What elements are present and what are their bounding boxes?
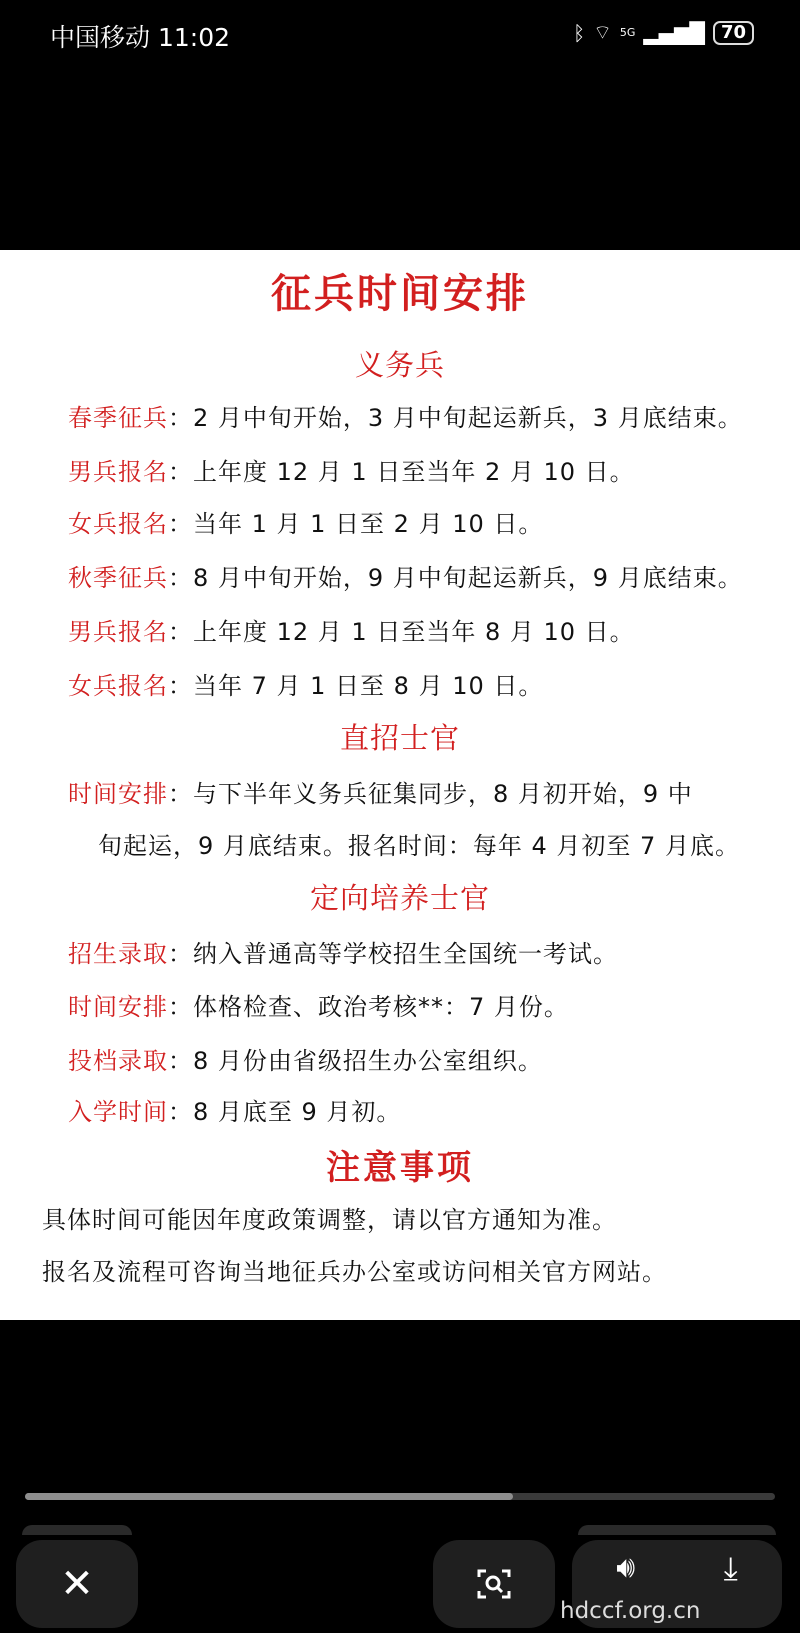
item-label: 时间安排 bbox=[68, 993, 168, 1021]
item-label: 女兵报名 bbox=[68, 510, 168, 538]
page-title: 征兵时间安排 bbox=[271, 271, 529, 317]
item-label: 春季征兵 bbox=[68, 404, 168, 432]
list-item bbox=[68, 934, 800, 969]
speaker-icon[interactable]: 🔊︎ bbox=[616, 1550, 636, 1585]
stacked-card-edge bbox=[22, 1525, 132, 1535]
item-value: ：体格检查、政治考核**：7 月份。 bbox=[168, 993, 569, 1021]
item-value: ：2 月中旬开始，3 月中旬起运新兵，3 月底结束。 bbox=[168, 404, 743, 432]
list-item bbox=[68, 666, 800, 701]
list-item bbox=[68, 987, 800, 1022]
signal-icon: ▂▄▆█ bbox=[643, 20, 705, 45]
scrubber-fill bbox=[25, 1493, 513, 1500]
item-label: 男兵报名 bbox=[68, 458, 168, 486]
item-value: ：8 月底至 9 月初。 bbox=[168, 1098, 402, 1126]
download-icon[interactable]: ⤓ bbox=[723, 1549, 738, 1587]
item-label: 秋季征兵 bbox=[68, 564, 168, 592]
item-value: ：上年度 12 月 1 日至当年 8 月 10 日。 bbox=[168, 618, 635, 646]
list-item bbox=[68, 774, 800, 809]
list-item bbox=[68, 398, 800, 433]
item-label: 招生录取 bbox=[68, 940, 168, 968]
list-item bbox=[68, 612, 800, 647]
list-item bbox=[68, 504, 800, 539]
item-label: 女兵报名 bbox=[68, 672, 168, 700]
list-item-continuation: 旬起运，9 月底结束。报名时间：每年 4 月初至 7 月底。 bbox=[98, 832, 740, 860]
section-heading: 直招士官 bbox=[339, 721, 460, 755]
note: 具体时间可能因年度政策调整，请以官方通知为准。 bbox=[42, 1206, 617, 1234]
item-label: 男兵报名 bbox=[68, 618, 168, 646]
document-image bbox=[0, 250, 800, 1320]
item-value: ：与下半年义务兵征集同步，8 月初开始，9 中 bbox=[168, 780, 693, 808]
carrier-time bbox=[50, 18, 230, 54]
list-item bbox=[68, 1041, 800, 1076]
item-value: ：纳入普通高等学校招生全国统一考试。 bbox=[168, 940, 618, 968]
item-value: ：8 月份由省级招生办公室组织。 bbox=[168, 1047, 543, 1075]
scan-search-icon bbox=[476, 1566, 512, 1602]
list-item bbox=[68, 558, 800, 593]
item-label: 入学时间 bbox=[68, 1098, 168, 1126]
section-heading: 定向培养士官 bbox=[309, 881, 490, 915]
carrier: 中国移动 bbox=[50, 23, 151, 52]
close-button[interactable] bbox=[16, 1540, 138, 1628]
network-type: 5G bbox=[619, 26, 636, 39]
clock: 11:02 bbox=[157, 23, 231, 52]
watermark: hdccf.org.cn bbox=[560, 1598, 701, 1624]
item-value: ：当年 1 月 1 日至 2 月 10 日。 bbox=[168, 510, 544, 538]
note: 报名及流程可咨询当地征兵办公室或访问相关官方网站。 bbox=[42, 1258, 667, 1286]
item-label: 时间安排 bbox=[68, 780, 168, 808]
bluetooth-icon: ᛒ bbox=[573, 20, 586, 45]
list-item bbox=[68, 1092, 800, 1127]
item-value: ：8 月中旬开始，9 月中旬起运新兵，9 月底结束。 bbox=[168, 564, 743, 592]
item-label: 投档录取 bbox=[68, 1047, 168, 1075]
item-value: ：上年度 12 月 1 日至当年 2 月 10 日。 bbox=[168, 458, 635, 486]
list-item bbox=[68, 452, 800, 487]
section-heading: 义务兵 bbox=[354, 348, 445, 382]
status-bar bbox=[0, 0, 800, 70]
wifi-icon: ⌔ bbox=[593, 20, 612, 44]
image-scrubber[interactable] bbox=[25, 1493, 775, 1500]
stacked-card-edge bbox=[578, 1525, 776, 1535]
close-icon: ✕ bbox=[60, 1561, 94, 1607]
item-value: ：当年 7 月 1 日至 8 月 10 日。 bbox=[168, 672, 544, 700]
visual-search-button[interactable] bbox=[433, 1540, 555, 1628]
section-heading: 注意事项 bbox=[326, 1148, 474, 1188]
battery-icon: 70 bbox=[713, 21, 754, 45]
